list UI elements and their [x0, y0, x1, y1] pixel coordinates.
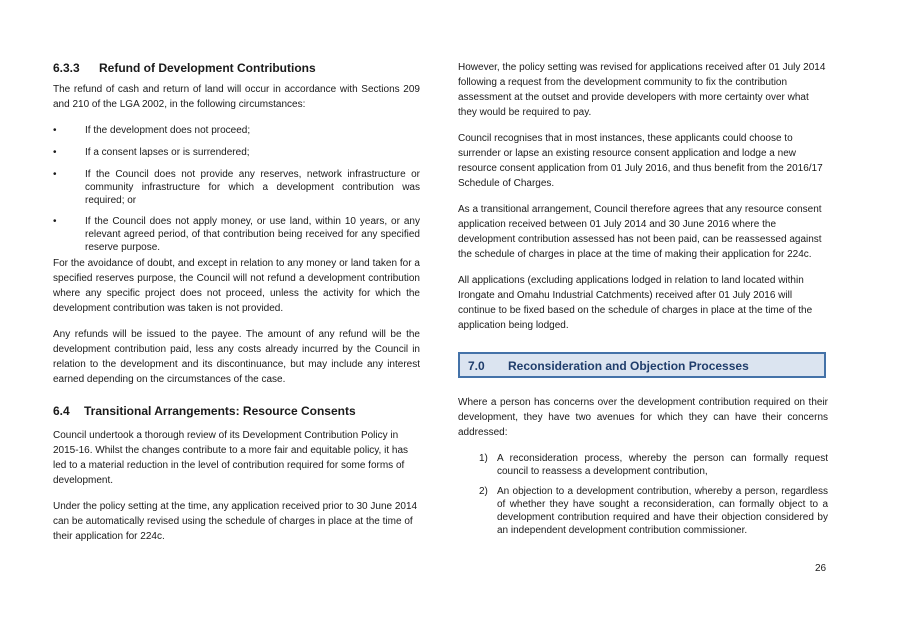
- refunds-paragraph: Any refunds will be issued to the payee. The amount of any refund will be the development contribution paid, less any costs already incurred by the Council in relation to the development and its discontinuance, but may include any interest earned depending on the circumstances of the case.: [53, 329, 420, 385]
- list-item: • If the Council does not provide any reserves, network infrastructure or community infrastructure for which a development contribution was required; or: [53, 168, 420, 207]
- all-applications-paragraph: All applications (excluding applications lodged in relation to land located within Irongate and Omahu Industrial Catchments) received after 01 July 2016 will continue to be fixed based on the schedule of charges in place at the time of the application being lodged.: [458, 275, 813, 331]
- section-title: Reconsideration and Objection Processes: [508, 359, 749, 373]
- section-title: Refund of Development Contributions: [99, 61, 316, 75]
- section-heading-6-4: [53, 404, 356, 419]
- list-number: 2): [479, 486, 488, 497]
- list-item: • If the development does not proceed;: [53, 124, 420, 137]
- refund-intro-paragraph: The refund of cash and return of land will occur in accordance with Sections 209 and 210 of the LGA 2002, in the following circumstances:: [53, 84, 420, 110]
- section-heading-6-3-3: [53, 61, 316, 76]
- list-item: • If the Council does not apply money, or use land, within 10 years, or any relevant agreed period, of that contribution being received for any specified reserve purpose.: [53, 215, 420, 254]
- section-heading-7-0: [458, 352, 826, 378]
- page-number: 26: [815, 563, 827, 574]
- list-item: [458, 452, 828, 478]
- however-paragraph: However, the policy setting was revised for applications received after 01 July 2014 following a request from the development community to fix the contribution assessment at the outset and provide developers with more certainty over what they would be required to pay.: [458, 62, 826, 118]
- list-number: 1): [479, 453, 488, 464]
- avoidance-paragraph: For the avoidance of doubt, and except in relation to any money or land taken for a specified reserves purpose, the Council will not refund a development contribution where any specific project does not proceed, unless the activity for which the development contribution was taken is not provided.: [53, 258, 420, 314]
- section-number: 6.3.3: [53, 61, 80, 75]
- list-text: An objection to a development contribution, whereby a person, regardless of whether they have sought a reconsideration, can formally object to a development contribution required and have their objection considered by an independent development contribution commissioner.: [497, 486, 828, 536]
- section-number: 7.0: [468, 359, 485, 373]
- avenues-list: [458, 452, 828, 537]
- policy-setting-paragraph: Under the policy setting at the time, any application received prior to 30 June 2014 can be automatically revised using the schedule of charges in place at the time of their application for 224c.: [53, 501, 418, 542]
- transitional-paragraph: As a transitional arrangement, Council therefore agrees that any resource consent application received between 01 July 2014 and 30 June 2016 where the development contribution assessed has not been paid, can be reassessed against the schedule of charges in place at the time of making their application for 224c.: [458, 204, 822, 260]
- review-paragraph: Council undertook a thorough review of its Development Contribution Policy in 2015-16. Whilst the changes contribute to a more fair and equitable policy, it has led to a material reduction in the level of contribution required for some forms of development.: [53, 430, 409, 486]
- list-item: [458, 485, 828, 537]
- list-text: A reconsideration process, whereby the person can formally request council to reassess a development contribution,: [497, 453, 828, 477]
- recognises-paragraph: Council recognises that in most instances, these applicants could choose to surrender or lapse an existing resource consent application and lodge a new resource consent application from 01 July 2016, and thus benefit from the 2016/17 Schedule of Charges.: [458, 133, 823, 189]
- section-title: Transitional Arrangements: Resource Consents: [84, 404, 356, 418]
- where-paragraph: Where a person has concerns over the development contribution required on their development, they have two avenues for which they can have their concerns addressed:: [458, 397, 828, 438]
- section-number: 6.4: [53, 404, 70, 418]
- refund-circumstances-list: [53, 124, 420, 254]
- list-item: • If a consent lapses or is surrendered;: [53, 146, 420, 159]
